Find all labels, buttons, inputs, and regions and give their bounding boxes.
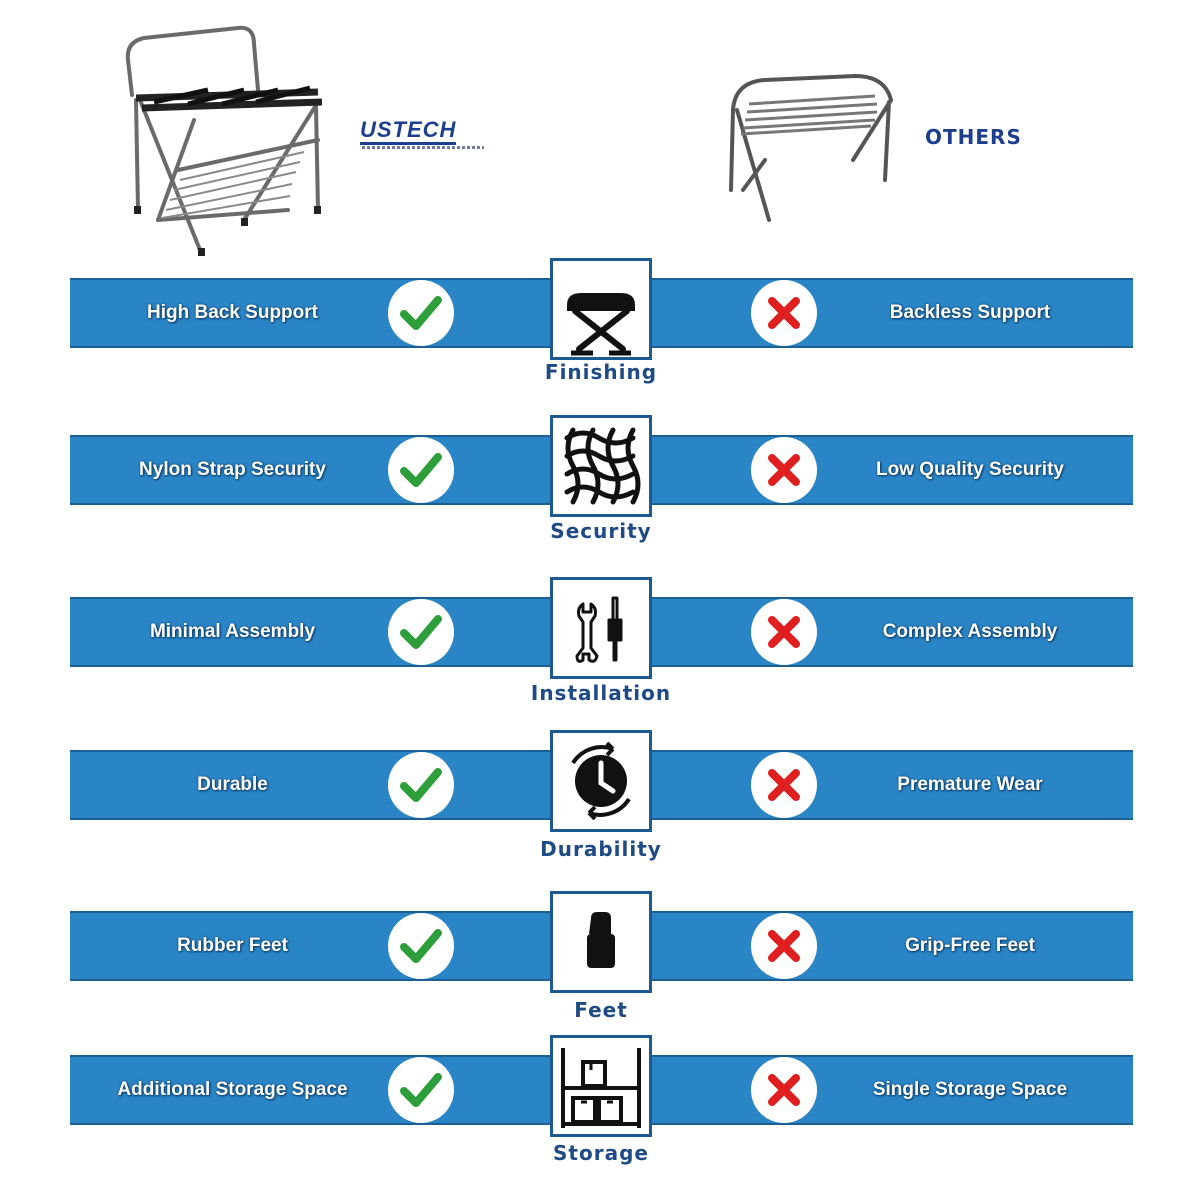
others-feature: Grip-Free Feet: [905, 935, 1035, 956]
ustech-feature: Additional Storage Space: [117, 1079, 348, 1100]
ustech-feature: Durable: [197, 774, 268, 795]
others-label: OTHERS: [925, 125, 1022, 149]
category-label: Installation: [530, 681, 672, 705]
others-feature: Single Storage Space: [872, 1079, 1068, 1100]
wrench-screwdriver-icon: [550, 577, 652, 679]
cross-icon: [751, 280, 817, 346]
ustech-logo: USTECH: [360, 120, 456, 145]
comparison-row-storage: [70, 1055, 1133, 1165]
cross-icon: [751, 752, 817, 818]
check-icon: [388, 752, 454, 818]
category-label: Feet: [574, 998, 628, 1022]
cross-icon: [751, 437, 817, 503]
category-label: Finishing: [544, 360, 658, 384]
others-rack-image: [725, 70, 900, 230]
backless-rack-icon: [550, 258, 652, 360]
check-icon: [388, 913, 454, 979]
ustech-feature: Rubber Feet: [177, 935, 288, 956]
brand-tagline: [362, 146, 484, 149]
ustech-rack-image: [118, 20, 338, 265]
rubber-foot-icon: [550, 891, 652, 993]
category-label: Durability: [540, 837, 662, 861]
comparison-row-durability: [70, 750, 1133, 861]
others-feature: Complex Assembly: [882, 621, 1058, 642]
storage-shelf-icon: [550, 1035, 652, 1137]
check-icon: [388, 280, 454, 346]
ustech-feature: High Back Support: [146, 302, 318, 323]
clock-cycle-icon: [550, 730, 652, 832]
nylon-weave-icon: [550, 415, 652, 517]
check-icon: [388, 437, 454, 503]
ustech-feature: Minimal Assembly: [149, 621, 316, 642]
others-feature: Low Quality Security: [876, 459, 1064, 480]
cross-icon: [751, 913, 817, 979]
others-feature: Premature Wear: [897, 774, 1043, 795]
comparison-row-feet: [70, 911, 1133, 1022]
check-icon: [388, 599, 454, 665]
check-icon: [388, 1057, 454, 1123]
comparison-row-finishing: [70, 278, 1133, 384]
comparison-row-installation: [70, 597, 1133, 705]
ustech-feature: Nylon Strap Security: [139, 459, 326, 480]
cross-icon: [751, 599, 817, 665]
cross-icon: [751, 1057, 817, 1123]
others-feature: Backless Support: [889, 302, 1051, 323]
comparison-row-security: [70, 435, 1133, 543]
category-label: Security: [550, 519, 652, 543]
category-label: Storage: [553, 1141, 649, 1165]
